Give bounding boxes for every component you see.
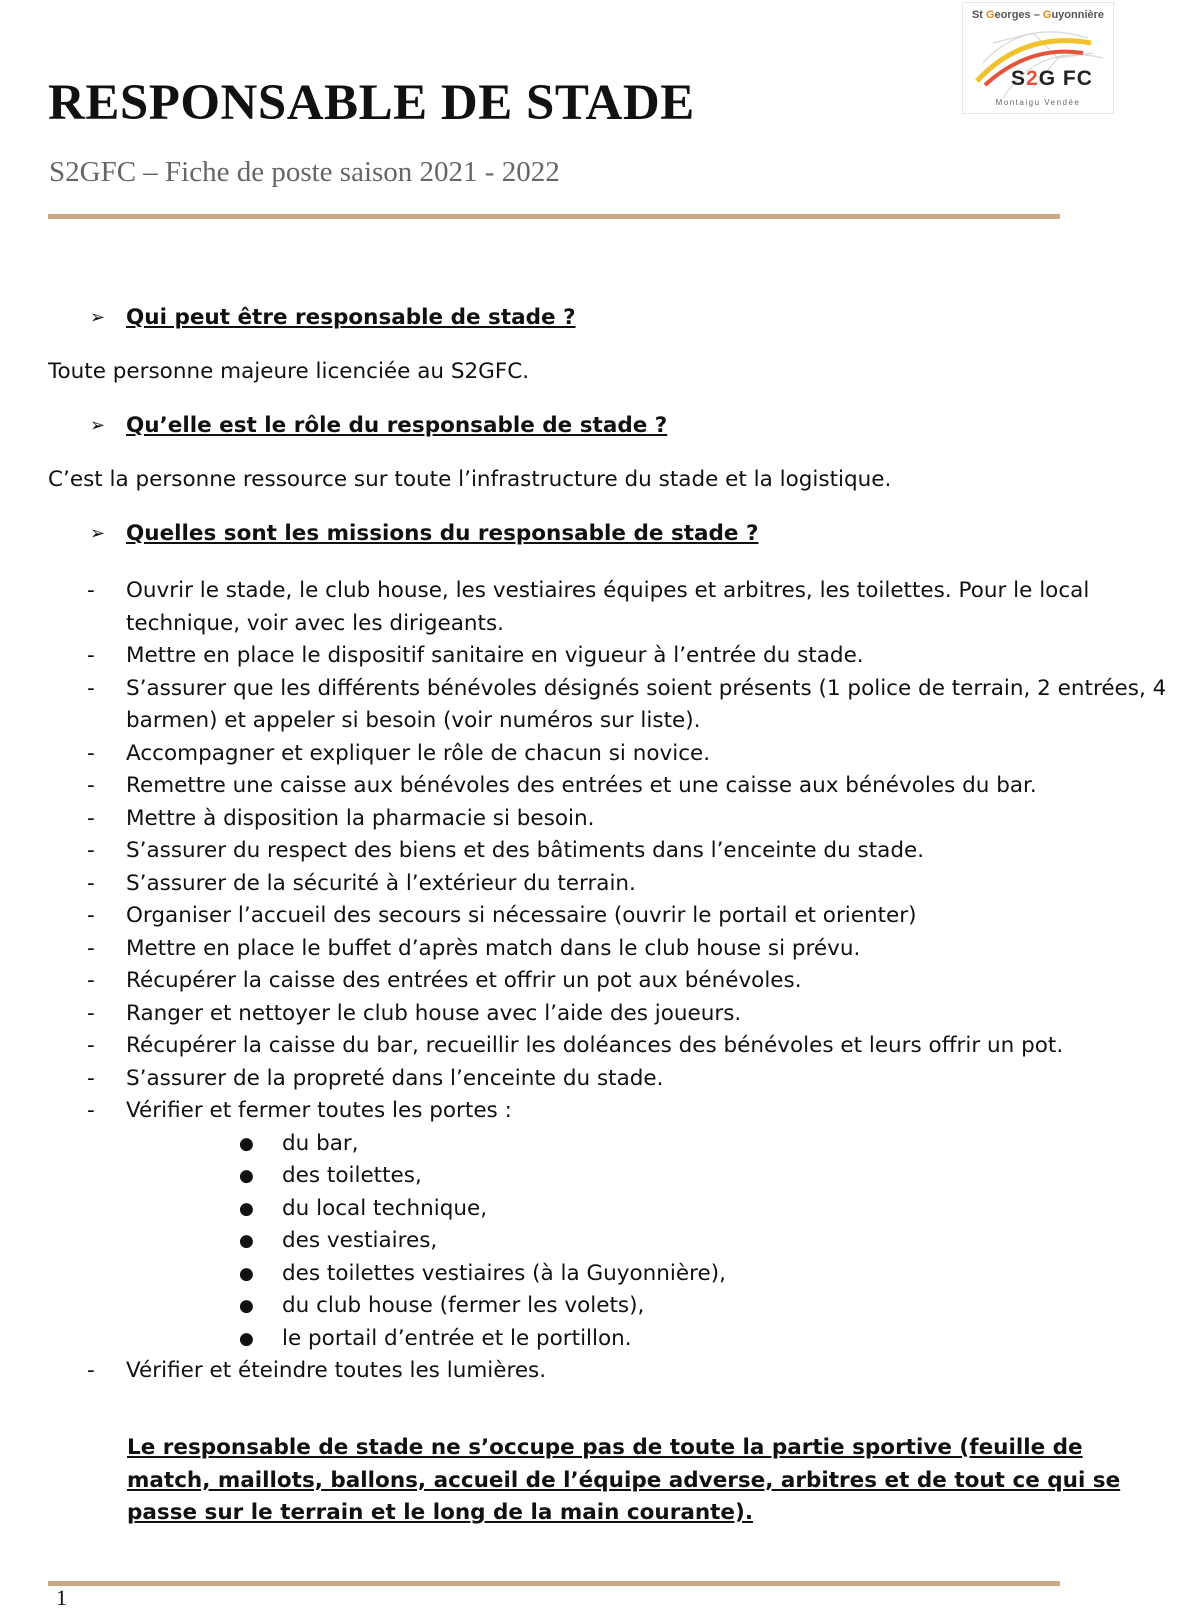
dash-marker: -	[87, 968, 95, 993]
dash-marker: -	[87, 935, 95, 961]
door-text: des toilettes,	[282, 1163, 422, 1188]
door-item	[48, 1225, 1188, 1258]
mission-item	[48, 1063, 1188, 1096]
dash-marker: -	[87, 870, 95, 896]
mission-item	[48, 1095, 1188, 1128]
mission-item	[48, 835, 1188, 868]
bullet-dot-icon: ●	[239, 1296, 254, 1316]
mission-item	[48, 1355, 1188, 1388]
mission-text: S’assurer du respect des biens et des bâtiments dans l’enceinte du stade.	[126, 838, 925, 863]
bullet-dot-icon: ●	[239, 1133, 254, 1154]
dash-marker: -	[87, 1000, 95, 1026]
door-item	[48, 1128, 1188, 1161]
mission-text: S’assurer de la sécurité à l’extérieur du terrain.	[126, 870, 636, 896]
dash-marker: -	[87, 740, 95, 766]
mission-text: Organiser l’accueil des secours si nécessaire (ouvrir le portail et orienter)	[126, 903, 917, 928]
mission-item	[48, 575, 1188, 640]
club-logo	[962, 2, 1114, 114]
dash-marker: -	[87, 578, 95, 603]
mission-text: Mettre à disposition la pharmacie si besoin.	[126, 805, 595, 831]
dash-marker: -	[87, 1098, 95, 1123]
dash-marker: -	[87, 805, 95, 831]
dash-marker: -	[87, 1033, 95, 1058]
door-item	[48, 1323, 1188, 1356]
door-item	[48, 1160, 1188, 1193]
missions-list-end	[48, 1355, 1188, 1388]
dash-marker: -	[87, 643, 95, 668]
mission-text: Accompagner et expliquer le rôle de chacun si novice.	[126, 740, 711, 766]
dash-marker: -	[87, 838, 95, 863]
bullet-dot-icon: ●	[239, 1166, 254, 1186]
document-body	[48, 305, 1188, 1388]
missions-list	[48, 575, 1188, 1128]
mission-item	[48, 1030, 1188, 1063]
bullet-dot-icon: ●	[239, 1198, 254, 1219]
page-number: 1	[56, 1585, 67, 1610]
logo-club-name: St Georges – Guyonnière	[971, 9, 1105, 21]
mission-item	[48, 770, 1188, 803]
footer-divider	[48, 1581, 1060, 1586]
section-heading-text: Quelles sont les missions du responsable de stade ?	[126, 521, 759, 546]
section-heading-text: Qui peut être responsable de stade ?	[126, 305, 576, 330]
mission-item	[48, 803, 1188, 836]
arrow-bullet-icon: ➢	[90, 523, 106, 544]
arrow-bullet-icon: ➢	[90, 307, 106, 328]
mission-text: Mettre en place le buffet d’après match dans le club house si prévu.	[126, 935, 861, 961]
door-text: du local technique,	[282, 1195, 488, 1221]
mission-text: Vérifier et éteindre toutes les lumières.	[126, 1358, 547, 1383]
mission-text: Ranger et nettoyer le club house avec l’aide des joueurs.	[126, 1000, 742, 1026]
document-title: RESPONSABLE DE STADE	[48, 75, 695, 131]
mission-item	[48, 640, 1188, 673]
mission-text: S’assurer que les différents bénévoles désignés soient présents (1 police de terrain, 2 entrées, 4 barmen) et appeler si besoin (voir numéros sur liste).	[126, 675, 1167, 733]
mission-text: S’assurer de la propreté dans l’enceinte du stade.	[126, 1065, 664, 1091]
section-text-who: Toute personne majeure licenciée au S2GFC.	[48, 359, 530, 384]
mission-text: Mettre en place le dispositif sanitaire en vigueur à l’entrée du stade.	[126, 643, 864, 668]
mission-item	[48, 868, 1188, 901]
mission-item	[48, 998, 1188, 1031]
dash-marker: -	[87, 773, 95, 798]
dash-marker: -	[87, 1358, 95, 1383]
mission-item	[48, 738, 1188, 771]
section-heading-role	[90, 413, 1188, 467]
mission-item	[48, 673, 1188, 738]
mission-text: Récupérer la caisse des entrées et offrir un pot aux bénévoles.	[126, 968, 802, 993]
door-text: le portail d’entrée et le portillon.	[282, 1325, 632, 1351]
door-text: des vestiaires,	[282, 1228, 438, 1253]
door-item	[48, 1193, 1188, 1226]
arrow-bullet-icon: ➢	[90, 415, 106, 436]
door-text: des toilettes vestiaires (à la Guyonnière),	[282, 1260, 726, 1286]
dash-marker: -	[87, 675, 95, 701]
doors-list	[48, 1128, 1188, 1356]
dash-marker: -	[87, 1065, 95, 1091]
important-note: Le responsable de stade ne s’occupe pas de toute la partie sportive (feuille de match, maillots, ballons, accueil de l’équipe adverse, arbitres et de tout ce qui se passe sur le terrain et le long de la main courante).	[127, 1435, 1121, 1525]
mission-text: Remettre une caisse aux bénévoles des entrées et une caisse aux bénévoles du bar.	[126, 773, 1037, 798]
section-heading-who	[90, 305, 1188, 359]
bullet-dot-icon: ●	[239, 1263, 254, 1284]
mission-text: Récupérer la caisse du bar, recueillir les doléances des bénévoles et leurs offrir un pot.	[126, 1033, 1064, 1058]
section-text-role: C’est la personne ressource sur toute l’infrastructure du stade et la logistique.	[48, 467, 892, 492]
mission-item	[48, 900, 1188, 933]
mission-item	[48, 933, 1188, 966]
logo-subtitle: Montaigu Vendée	[995, 98, 1081, 107]
door-text: du bar,	[282, 1130, 359, 1156]
door-text: du club house (fermer les volets),	[282, 1293, 645, 1318]
mission-text: Ouvrir le stade, le club house, les vestiaires équipes et arbitres, les toilettes. Pour le local technique, voir avec les dirigeants.	[126, 578, 1090, 636]
mission-text: Vérifier et fermer toutes les portes :	[126, 1098, 512, 1123]
header-divider	[48, 214, 1060, 219]
bullet-dot-icon: ●	[239, 1231, 254, 1251]
logo-wordmark: S2G FC	[1011, 67, 1093, 90]
door-item	[48, 1290, 1188, 1323]
bullet-dot-icon: ●	[239, 1328, 254, 1349]
section-heading-text: Qu’elle est le rôle du responsable de stade ?	[126, 413, 668, 438]
section-heading-missions	[90, 521, 1188, 575]
dash-marker: -	[87, 903, 95, 928]
document-subtitle: S2GFC – Fiche de poste saison 2021 - 2022	[49, 156, 560, 188]
door-item	[48, 1258, 1188, 1291]
mission-item	[48, 965, 1188, 998]
